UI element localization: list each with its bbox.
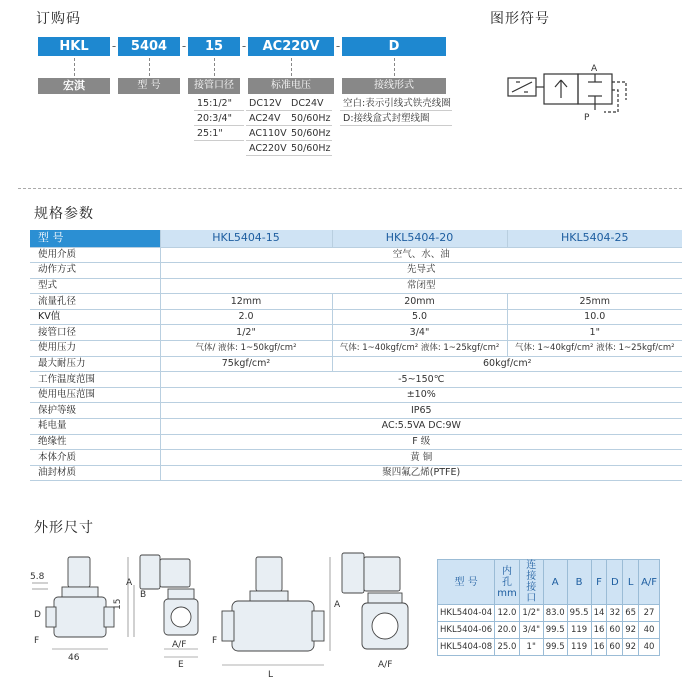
- connector-line: [74, 58, 75, 76]
- spec-label: 型式: [30, 278, 160, 294]
- code-model: 5404: [118, 37, 180, 56]
- dim-f: F: [34, 636, 40, 646]
- wiring-option: D:接线盒式封塑线圈: [340, 111, 452, 126]
- dim-cell: 16: [591, 639, 607, 656]
- spec-label: 耗电量: [30, 419, 160, 435]
- valve-drawing-icon: [28, 545, 433, 695]
- spec-label: 保护等级: [30, 403, 160, 419]
- dim-cell: 99.5: [543, 622, 567, 639]
- voltage-option: AC110V: [249, 128, 287, 139]
- voltage-option: AC220V: [249, 143, 287, 154]
- connector-line: [149, 58, 150, 76]
- code-brand: HKL: [38, 37, 110, 56]
- spec-value: F 级: [160, 434, 682, 450]
- wiring-option: 空白:表示引线式铁壳线圈: [340, 96, 452, 111]
- dim-header-cell: A/F: [639, 560, 660, 605]
- dimensions-title: 外形尺寸: [34, 520, 94, 536]
- spec-row: [30, 247, 682, 263]
- dim-cell: 99.5: [543, 639, 567, 656]
- spec-label: 动作方式: [30, 263, 160, 279]
- dash: -: [111, 39, 117, 53]
- dim-cell: 83.0: [543, 605, 567, 622]
- pipe-option: 25:1": [194, 126, 244, 141]
- voltage-freq: 50/60Hz: [291, 143, 331, 154]
- dim-46: 46: [68, 653, 80, 663]
- spec-value: IP65: [160, 403, 682, 419]
- dim-row: [438, 639, 660, 656]
- dim-cell: HKL5404-06: [438, 622, 495, 639]
- spec-value: 空气、水、油: [160, 247, 682, 263]
- pipe-options: [194, 96, 244, 141]
- spec-label: 使用电压范围: [30, 387, 160, 403]
- dim-cell: 119: [567, 622, 591, 639]
- spec-value: 1": [507, 325, 682, 341]
- spec-row: [30, 465, 682, 481]
- spec-row: [30, 356, 682, 372]
- dim-cell: 25.0: [495, 639, 519, 656]
- dim-cell: 60: [607, 622, 623, 639]
- voltage-option: DC24V: [291, 98, 324, 109]
- dim-header-cell: 内孔 mm: [495, 560, 519, 605]
- dim-f2: F: [212, 636, 218, 646]
- spec-value: 气体: 1~40kgf/cm² 液体: 1~25kgf/cm²: [332, 341, 507, 357]
- dim-15: 15: [113, 598, 123, 610]
- spec-value: 5.0: [332, 309, 507, 325]
- connector-line: [291, 58, 292, 76]
- spec-value: 黄 铜: [160, 450, 682, 466]
- spec-header-cell: 型 号: [30, 230, 160, 247]
- connector-line: [214, 58, 215, 76]
- spec-value: 2.0: [160, 309, 332, 325]
- spec-label: 使用压力: [30, 341, 160, 357]
- dim-header-row: [438, 560, 660, 605]
- spec-label: 绝缘性: [30, 434, 160, 450]
- valve-symbol-icon: [500, 60, 640, 128]
- dim-af: A/F: [172, 640, 187, 650]
- code-voltage: AC220V: [248, 37, 334, 56]
- dim-header-cell: L: [623, 560, 639, 605]
- dim-af2: A/F: [378, 660, 393, 670]
- spec-row: [30, 403, 682, 419]
- dim-header-cell: 型 号: [438, 560, 495, 605]
- spec-header-cell: HKL5404-15: [160, 230, 332, 247]
- spec-label: 使用介质: [30, 247, 160, 263]
- spec-row: [30, 419, 682, 435]
- dim-row: [438, 622, 660, 639]
- dash: -: [181, 39, 187, 53]
- spec-value: 1/2": [160, 325, 332, 341]
- spec-value: 常闭型: [160, 278, 682, 294]
- dim-cell: 12.0: [495, 605, 519, 622]
- dim-b: B: [140, 590, 147, 600]
- spec-row: [30, 263, 682, 279]
- port-a-label: A: [591, 64, 598, 74]
- dim-cell: 14: [591, 605, 607, 622]
- dim-header-cell: 连接 接口: [519, 560, 543, 605]
- label-model: 型 号: [118, 78, 180, 94]
- dim-cell: HKL5404-04: [438, 605, 495, 622]
- dim-a: A: [126, 578, 133, 588]
- spec-row: [30, 450, 682, 466]
- spec-value: 20mm: [332, 294, 507, 310]
- spec-row: [30, 341, 682, 357]
- dim-5-8: 5.8: [30, 572, 45, 582]
- spec-row: [30, 325, 682, 341]
- spec-label: 本体介质: [30, 450, 160, 466]
- dim-cell: 119: [567, 639, 591, 656]
- dim-cell: 20.0: [495, 622, 519, 639]
- spec-value: -5~150℃: [160, 372, 682, 388]
- spec-row: [30, 309, 682, 325]
- dim-cell: 1": [519, 639, 543, 656]
- voltage-options: [246, 96, 332, 156]
- voltage-option: DC12V: [249, 98, 282, 109]
- dimension-table: [437, 559, 660, 656]
- dim-cell: 65: [623, 605, 639, 622]
- dim-cell: 16: [591, 622, 607, 639]
- dim-cell: 27: [639, 605, 660, 622]
- dim-header-cell: A: [543, 560, 567, 605]
- spec-value: 12mm: [160, 294, 332, 310]
- voltage-option: AC24V: [249, 113, 281, 124]
- spec-row: [30, 294, 682, 310]
- spec-value: AC:5.5VA DC:9W: [160, 419, 682, 435]
- label-voltage: 标准电压: [248, 78, 334, 94]
- spec-value: 10.0: [507, 309, 682, 325]
- spec-value: 聚四氟乙烯(PTFE): [160, 465, 682, 481]
- spec-label: KV值: [30, 309, 160, 325]
- pipe-option: 15:1/2": [194, 96, 244, 111]
- spec-label: 油封材质: [30, 465, 160, 481]
- dim-cell: 40: [639, 639, 660, 656]
- dim-cell: 40: [639, 622, 660, 639]
- dim-cell: 32: [607, 605, 623, 622]
- dim-a2: A: [334, 600, 341, 610]
- spec-value: 先导式: [160, 263, 682, 279]
- pipe-option: 20:3/4": [194, 111, 244, 126]
- code-pipe: 15: [188, 37, 240, 56]
- code-wiring: D: [342, 37, 446, 56]
- spec-value: 25mm: [507, 294, 682, 310]
- dim-row: [438, 605, 660, 622]
- wiring-options: [340, 96, 452, 126]
- dim-header-cell: B: [567, 560, 591, 605]
- section-divider: [18, 188, 682, 189]
- order-code-title: 订购码: [36, 11, 81, 27]
- spec-label: 最大耐压力: [30, 356, 160, 372]
- dim-cell: 95.5: [567, 605, 591, 622]
- spec-title: 规格参数: [34, 206, 94, 222]
- spec-header-row: [30, 230, 682, 247]
- dim-d: D: [34, 610, 41, 620]
- spec-value: 60kgf/cm²: [332, 356, 682, 372]
- label-pipe: 接管口径: [188, 78, 240, 94]
- spec-label: 工作温度范围: [30, 372, 160, 388]
- dim-cell: 1/2": [519, 605, 543, 622]
- label-brand: 宏淇: [38, 78, 110, 94]
- dim-header-cell: F: [591, 560, 607, 605]
- spec-row: [30, 372, 682, 388]
- spec-header-cell: HKL5404-20: [332, 230, 507, 247]
- dim-l: L: [268, 670, 274, 680]
- symbol-title: 图形符号: [490, 11, 550, 27]
- spec-row: [30, 278, 682, 294]
- dim-e: E: [178, 660, 184, 670]
- dash: -: [335, 39, 341, 53]
- voltage-freq: 50/60Hz: [291, 113, 331, 124]
- spec-value: 气体: 1~40kgf/cm² 液体: 1~25kgf/cm²: [507, 341, 682, 357]
- spec-value: 3/4": [332, 325, 507, 341]
- spec-label: 流量孔径: [30, 294, 160, 310]
- spec-header-cell: HKL5404-25: [507, 230, 682, 247]
- dim-cell: 60: [607, 639, 623, 656]
- spec-value: 气体/ 液体: 1~50kgf/cm²: [160, 341, 332, 357]
- spec-table: [30, 230, 682, 481]
- spec-value: ±10%: [160, 387, 682, 403]
- dim-cell: 92: [623, 639, 639, 656]
- connector-line: [394, 58, 395, 76]
- spec-row: [30, 434, 682, 450]
- dim-header-cell: D: [607, 560, 623, 605]
- spec-value: 75kgf/cm²: [160, 356, 332, 372]
- dim-cell: HKL5404-08: [438, 639, 495, 656]
- spec-label: 接管口径: [30, 325, 160, 341]
- voltage-freq: 50/60Hz: [291, 128, 331, 139]
- spec-row: [30, 387, 682, 403]
- dim-cell: 3/4": [519, 622, 543, 639]
- label-wiring: 接线形式: [342, 78, 446, 94]
- port-p-label: P: [584, 113, 590, 123]
- dash: -: [241, 39, 247, 53]
- dim-cell: 92: [623, 622, 639, 639]
